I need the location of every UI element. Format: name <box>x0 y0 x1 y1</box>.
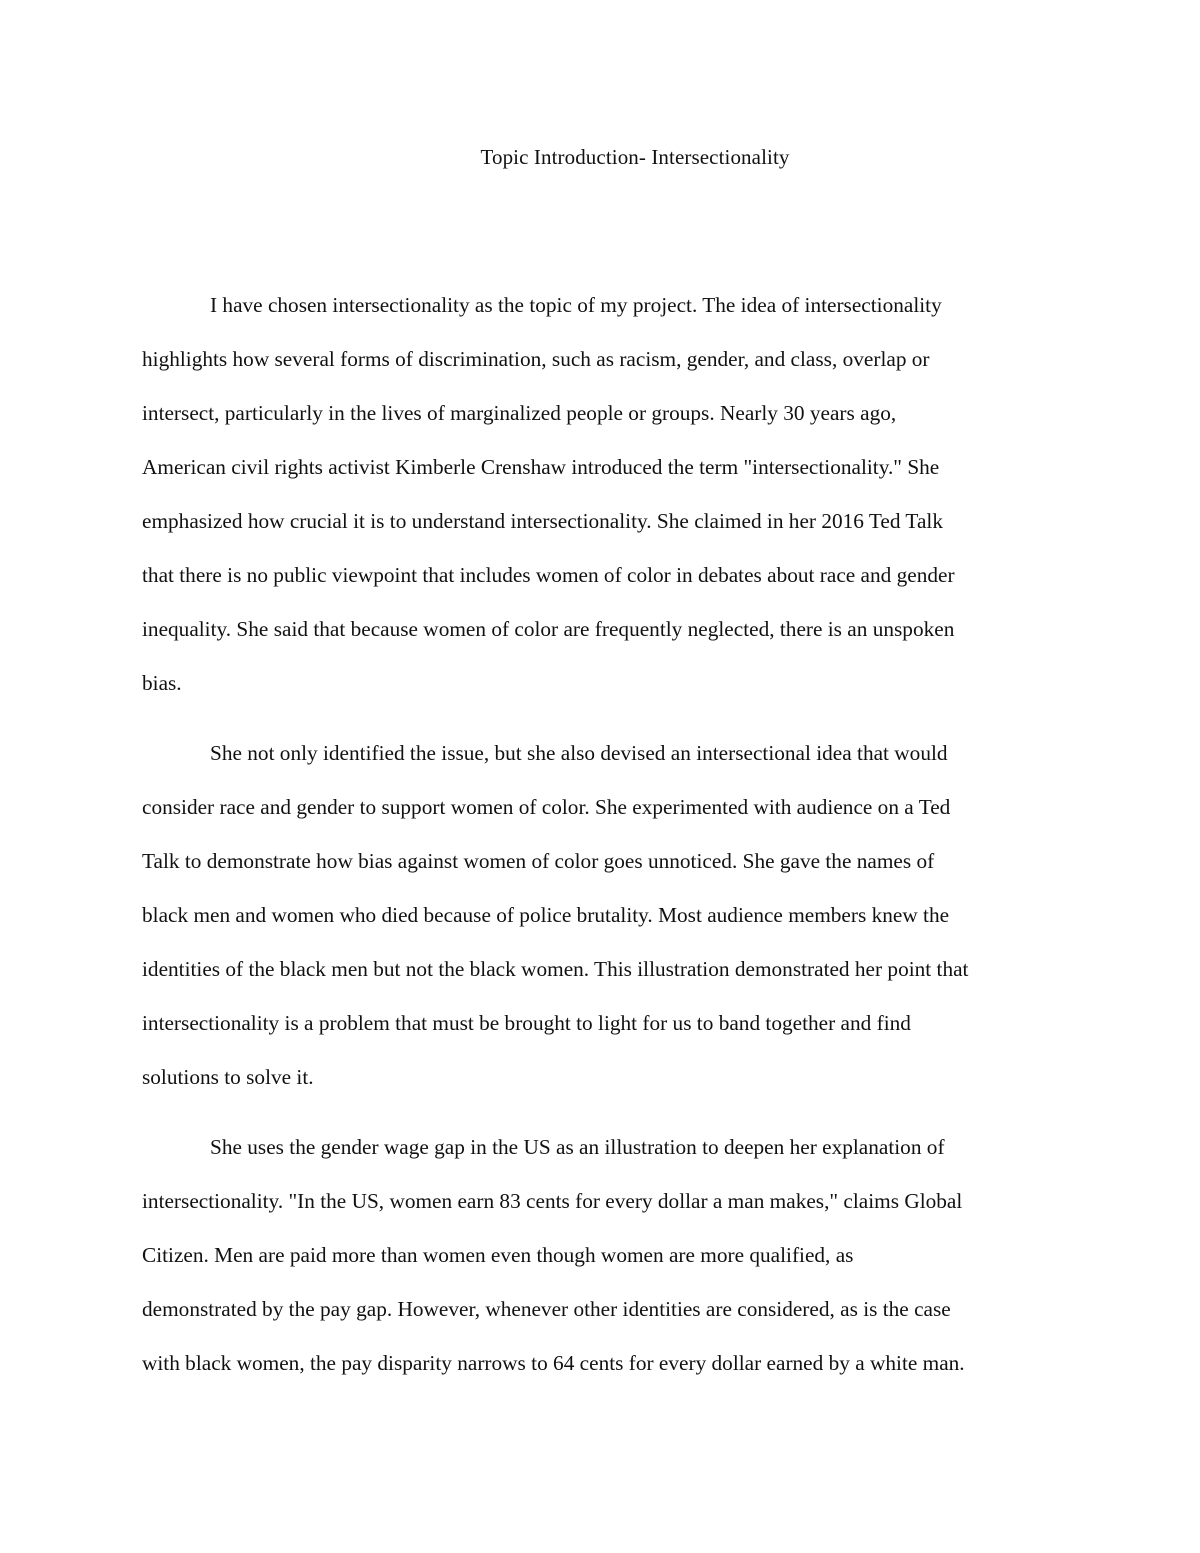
text-line: emphasized how crucial it is to understand intersectionality. She claimed in her 2016 Ted Talk <box>142 509 943 533</box>
paragraph-1 <box>142 278 1062 710</box>
text-line: black men and women who died because of police brutality. Most audience members knew the <box>142 903 950 927</box>
text-line: bias. <box>142 671 182 695</box>
text-line: American civil rights activist Kimberle Crenshaw introduced the term "intersectionality." She <box>142 455 940 479</box>
document-title: Topic Introduction- Intersectionality <box>480 145 790 169</box>
text-line: She uses the gender wage gap in the US as an illustration to deepen her explanation of <box>210 1135 945 1159</box>
text-line: that there is no public viewpoint that includes women of color in debates about race and gender <box>142 563 955 587</box>
text-line: I have chosen intersectionality as the topic of my project. The idea of intersectionality <box>210 293 942 317</box>
paragraph-2 <box>142 726 1062 1104</box>
text-line: intersect, particularly in the lives of marginalized people or groups. Nearly 30 years ago, <box>142 401 897 425</box>
text-line: identities of the black men but not the black women. This illustration demonstrated her point that <box>142 957 969 981</box>
text-line: demonstrated by the pay gap. However, whenever other identities are considered, as is the case <box>142 1297 951 1321</box>
text-line: Citizen. Men are paid more than women even though women are more qualified, as <box>142 1243 854 1267</box>
text-line: with black women, the pay disparity narrows to 64 cents for every dollar earned by a white man. <box>142 1351 965 1375</box>
document-body <box>142 278 1062 1406</box>
text-line: consider race and gender to support women of color. She experimented with audience on a Ted <box>142 795 951 819</box>
text-line: She not only identified the issue, but she also devised an intersectional idea that would <box>210 741 948 765</box>
text-line: intersectionality is a problem that must be brought to light for us to band together and find <box>142 1011 911 1035</box>
paragraph-3 <box>142 1120 1062 1390</box>
text-line: intersectionality. "In the US, women earn 83 cents for every dollar a man makes," claims Global <box>142 1189 963 1213</box>
text-line: solutions to solve it. <box>142 1065 314 1089</box>
text-line: Talk to demonstrate how bias against women of color goes unnoticed. She gave the names of <box>142 849 935 873</box>
text-line: highlights how several forms of discrimination, such as racism, gender, and class, overlap or <box>142 347 930 371</box>
text-line: inequality. She said that because women of color are frequently neglected, there is an unspoken <box>142 617 955 641</box>
